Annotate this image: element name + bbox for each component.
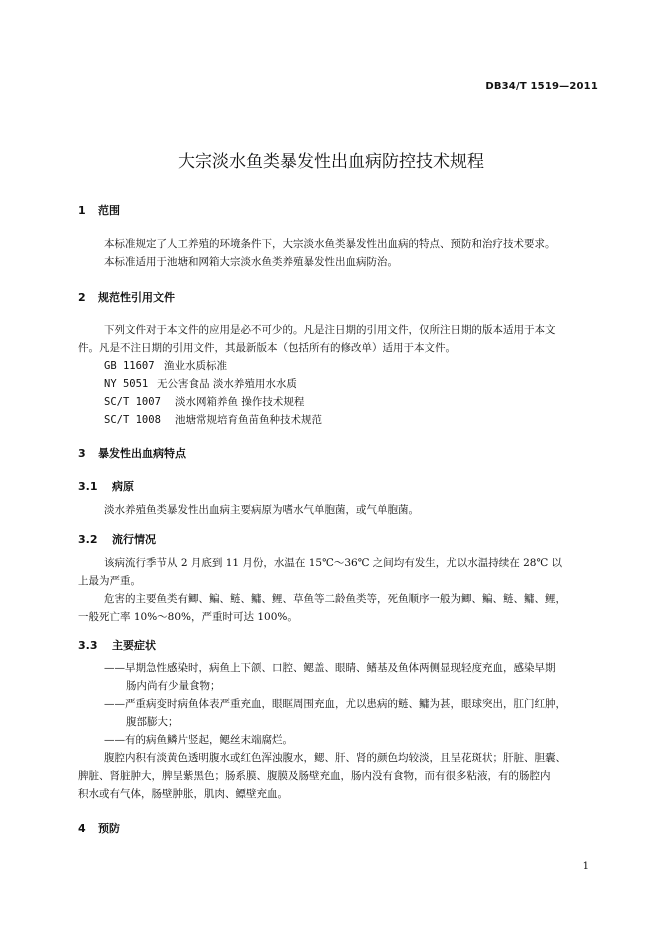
section-title: 范围 (98, 204, 120, 217)
reference-item (104, 358, 227, 373)
subsection-3-2-paragraph-2-line-2: 一般死亡率 10%～80%，严重时可达 100%。 (78, 611, 298, 623)
reference-name: 池塘常规培育鱼苗鱼种技术规范 (175, 414, 322, 426)
subsection-3-3-paragraph-line-3: 积水或有气体，肠壁肿胀，肌肉、鳔壁充血。 (78, 788, 288, 800)
section-number: 4 (78, 822, 86, 835)
subsection-number: 3.1 (78, 480, 98, 493)
section-2-paragraph-line-1: 下列文件对于本文件的应用是必不可少的。凡是注日期的引用文件，仅所注日期的版本适用于本文 (104, 324, 556, 336)
subsection-3-3-paragraph-line-1: 腹腔内积有淡黄色透明腹水或红色浑浊腹水，鳃、肝、肾的颜色均较淡，且呈花斑状；肝脏、胆囊、 (104, 752, 566, 764)
section-title: 预防 (98, 822, 120, 835)
subsection-3-1-heading (78, 478, 134, 494)
subsection-3-2-paragraph-1-line-1: 该病流行季节从 2 月底到 11 月份，水温在 15℃～36℃ 之间均有发生，尤以水温持续在 28℃ 以 (104, 557, 563, 569)
subsection-3-3-paragraph-line-2: 脾脏、肾脏肿大，脾呈紫黑色；肠系膜、腹膜及肠壁充血，肠内没有食物，而有很多粘液，有的肠腔内 (78, 770, 551, 782)
reference-name: 无公害食品 淡水养殖用水水质 (157, 378, 297, 390)
section-number: 1 (78, 204, 86, 217)
symptom-list-item-1-line-1: ——早期急性感染时，病鱼上下颌、口腔、鳃盖、眼睛、鳍基及鱼体两侧显现轻度充血，感染早期 (104, 662, 556, 674)
section-2-paragraph-line-2: 件。凡是不注日期的引用文件，其最新版本（包括所有的修改单）适用于本文件。 (78, 342, 456, 354)
symptom-list-item-2-line-1: ——严重病变时病鱼体表严重充血，眼眶周围充血，尤以患病的鲢、鳙为甚，眼球突出，肛门红肿， (104, 698, 566, 710)
section-title: 规范性引用文件 (98, 291, 175, 304)
subsection-number: 3.3 (78, 639, 98, 652)
symptom-list-item-1-line-2: 肠内尚有少量食物； (126, 680, 221, 692)
reference-name: 淡水网箱养鱼 操作技术规程 (175, 396, 305, 408)
section-4-heading (78, 820, 120, 836)
symptom-list-item-3: ——有的病鱼鳞片竖起，鳃丝末端腐烂。 (104, 734, 293, 746)
subsection-title: 病原 (112, 480, 134, 493)
reference-item (104, 394, 304, 409)
reference-name: 渔业水质标准 (164, 360, 227, 372)
subsection-3-1-paragraph: 淡水养殖鱼类暴发性出血病主要病原为嗜水气单胞菌，或气单胞菌。 (104, 504, 419, 516)
section-1-heading (78, 202, 120, 218)
section-1-paragraph-2: 本标准适用于池塘和网箱大宗淡水鱼类养殖暴发性出血病防治。 (104, 256, 398, 268)
subsection-3-2-heading (78, 531, 156, 547)
section-1-paragraph-1: 本标准规定了人工养殖的环境条件下，大宗淡水鱼类暴发性出血病的特点、预防和治疗技术要求。 (104, 238, 556, 250)
reference-code: SC/T 1007 (104, 396, 161, 408)
reference-code: NY 5051 (104, 378, 149, 390)
reference-item (104, 376, 297, 391)
subsection-number: 3.2 (78, 533, 98, 546)
subsection-3-2-paragraph-2-line-1: 危害的主要鱼类有鲫、鳊、鲢、鳙、鲤、草鱼等二龄鱼类等，死鱼顺序一般为鲫、鳊、鲢、鳙、鲤， (104, 593, 566, 605)
section-title: 暴发性出血病特点 (98, 447, 186, 460)
standard-code: DB34/T 1519—2011 (485, 81, 598, 92)
reference-code: GB 11607 (104, 360, 155, 372)
section-2-heading (78, 289, 175, 305)
section-number: 2 (78, 291, 86, 304)
page-title: 大宗淡水鱼类暴发性出血病防控技术规程 (178, 152, 484, 172)
subsection-3-2-paragraph-1-line-2: 上最为严重。 (78, 575, 141, 587)
subsection-title: 流行情况 (112, 533, 156, 546)
symptom-list-item-2-line-2: 腹部膨大； (126, 716, 179, 728)
section-number: 3 (78, 447, 86, 460)
section-3-heading (78, 445, 186, 461)
reference-item (104, 412, 322, 427)
reference-code: SC/T 1008 (104, 414, 161, 426)
page-number: 1 (582, 861, 589, 872)
subsection-3-3-heading (78, 637, 156, 653)
subsection-title: 主要症状 (112, 639, 156, 652)
